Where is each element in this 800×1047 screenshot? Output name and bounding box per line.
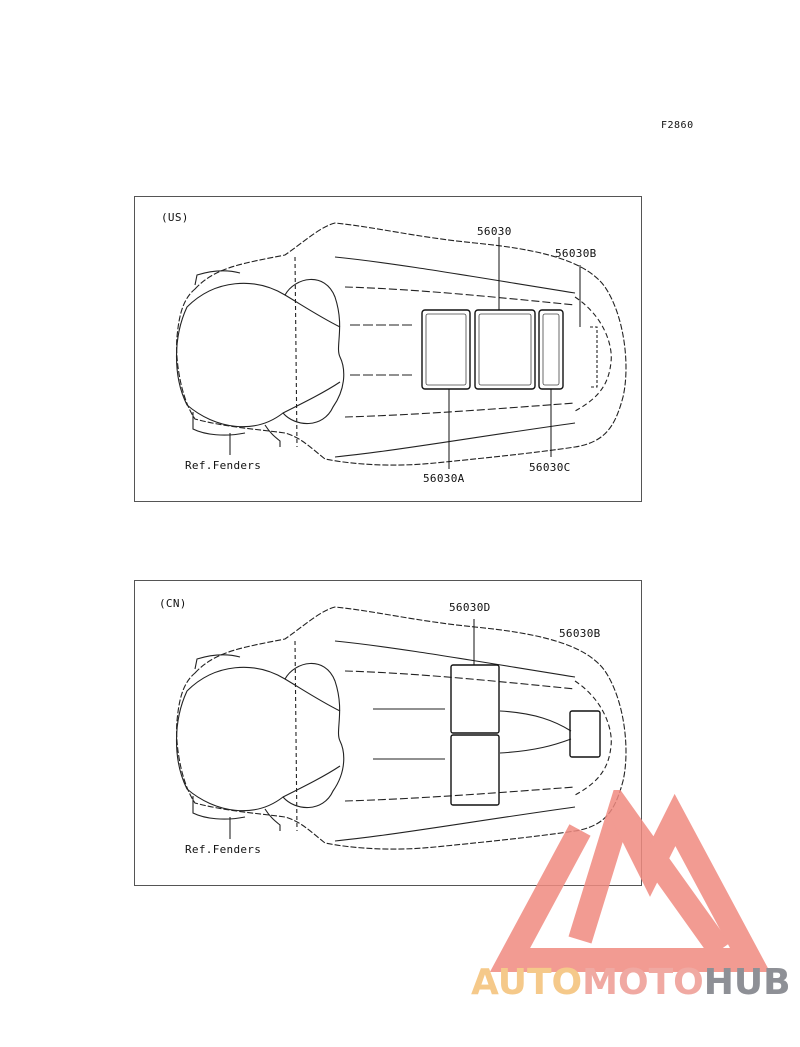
region-label-us: (US) (161, 211, 189, 224)
label-56030b: 56030B (555, 247, 597, 260)
label-ref-fenders-cn: Ref.Fenders (185, 843, 262, 856)
seat-drawing-us (135, 197, 643, 503)
label-56030: 56030 (477, 225, 512, 238)
watermark-hub: HUB (703, 962, 791, 1003)
label-56030b-cn: 56030B (559, 627, 601, 640)
label-56030d: 56030D (449, 601, 491, 614)
watermark-moto: MOTO (582, 962, 704, 1003)
diagram-panel-us (134, 196, 642, 502)
figure-code: F2860 (661, 120, 694, 131)
region-label-cn: (CN) (159, 597, 187, 610)
watermark-text (471, 962, 791, 1003)
label-56030a: 56030A (423, 472, 465, 485)
watermark-auto: AUTO (471, 962, 583, 1003)
label-56030c: 56030C (529, 461, 571, 474)
label-ref-fenders-us: Ref.Fenders (185, 459, 262, 472)
